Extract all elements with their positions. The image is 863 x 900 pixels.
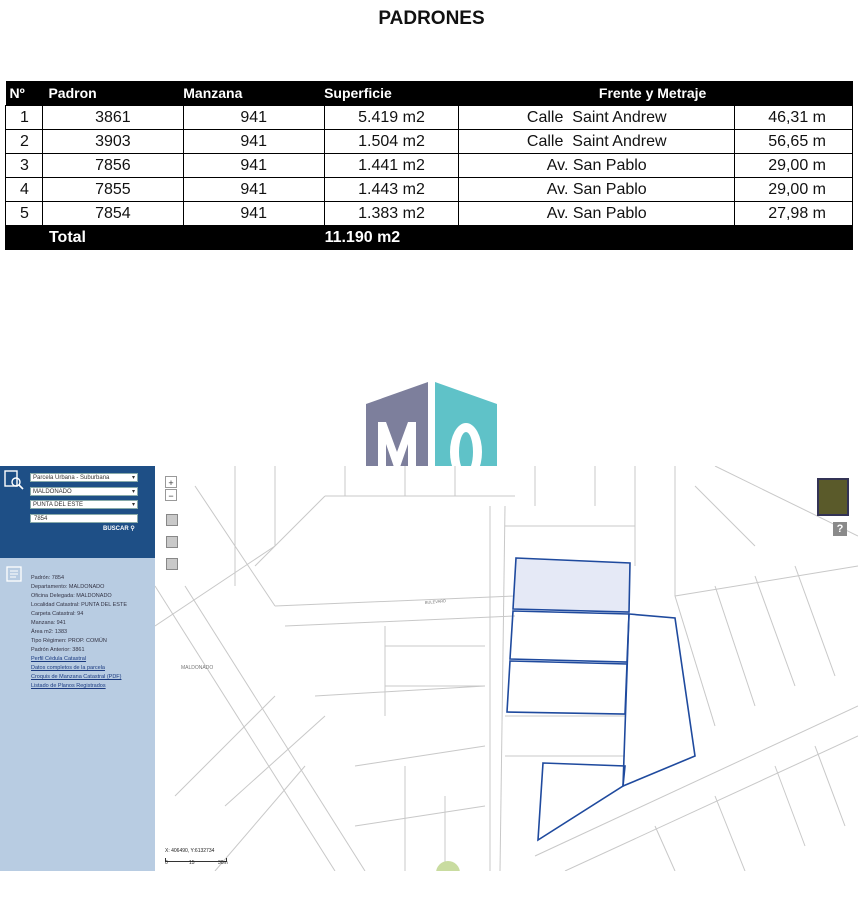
- cell-padron: 3903: [42, 130, 183, 154]
- cell-no: 1: [6, 106, 43, 130]
- table-row: [6, 202, 853, 226]
- header-superficie: Superficie: [324, 81, 459, 106]
- page-title: PADRONES: [378, 8, 485, 29]
- info-anterior: Padrón Anterior: 3861: [31, 647, 85, 653]
- scale-label-30: 30m: [218, 860, 228, 866]
- cell-metraje: 56,65 m: [735, 130, 853, 154]
- cell-frente: Calle Saint Andrew: [459, 106, 735, 130]
- table-row: [6, 178, 853, 202]
- cell-frente: Av. San Pablo: [459, 154, 735, 178]
- cell-no: 5: [6, 202, 43, 226]
- header-frente: Frente y Metraje: [459, 81, 853, 106]
- total-spacer: [183, 226, 324, 250]
- cell-padron: 7854: [42, 202, 183, 226]
- cadastral-map-screenshot: [0, 466, 858, 871]
- table-header-row: [6, 81, 853, 106]
- parcel-7854-highlight[interactable]: [513, 558, 630, 612]
- localidad-select[interactable]: PUNTA DEL ESTE ▾: [30, 500, 138, 509]
- cell-no: 2: [6, 130, 43, 154]
- header-padron: Padron: [42, 81, 183, 106]
- print-icon[interactable]: [166, 558, 178, 570]
- table-row: [6, 106, 853, 130]
- cell-superficie: 5.419 m2: [324, 106, 459, 130]
- cell-superficie: 1.504 m2: [324, 130, 459, 154]
- cell-padron: 7856: [42, 154, 183, 178]
- search-panel: [0, 466, 155, 558]
- cell-metraje: 46,31 m: [735, 106, 853, 130]
- info-localidad: Localidad Catastral: PUNTA DEL ESTE: [31, 602, 127, 608]
- header-no: Nº: [6, 81, 43, 106]
- table-row: [6, 154, 853, 178]
- padrones-table: [5, 81, 853, 250]
- cell-manzana: 941: [183, 130, 324, 154]
- cell-metraje: 29,00 m: [735, 154, 853, 178]
- parcel-map[interactable]: [155, 466, 858, 871]
- cell-metraje: 27,98 m: [735, 202, 853, 226]
- measure-tool-icon[interactable]: [166, 536, 178, 548]
- link-perfil-cedula[interactable]: Perfil Cédula Catastral: [31, 656, 87, 662]
- buscar-label: BUSCAR: [103, 526, 129, 532]
- table-row: [6, 130, 853, 154]
- info-carpeta: Carpeta Catastral: 94: [31, 611, 84, 617]
- departamento-select[interactable]: MALDONADO ▾: [30, 487, 138, 496]
- cell-padron: 7855: [42, 178, 183, 202]
- help-button[interactable]: ?: [833, 522, 847, 536]
- map-label-bulevard: BULEVARD: [424, 598, 447, 605]
- link-datos-parcela[interactable]: Datos completos de la parcela: [31, 665, 105, 671]
- link-croquis-manzana[interactable]: Croquis de Manzana Catastral (PDF): [31, 674, 122, 680]
- scale-label-15: 15: [189, 860, 195, 866]
- cell-manzana: 941: [183, 106, 324, 130]
- map-label-maldonado: MALDONADO: [181, 665, 214, 671]
- basemap-thumbnail[interactable]: [817, 478, 849, 516]
- total-spacer: [735, 226, 853, 250]
- info-manzana: Manzana: 941: [31, 620, 66, 626]
- link-listado-planos[interactable]: Listado de Planos Registrados: [31, 683, 106, 689]
- search-parcel-icon: [4, 470, 24, 492]
- cell-frente: Av. San Pablo: [459, 178, 735, 202]
- cell-metraje: 29,00 m: [735, 178, 853, 202]
- scale-label-0: 0: [165, 860, 168, 866]
- header-manzana: Manzana: [183, 81, 324, 106]
- cell-superficie: 1.383 m2: [324, 202, 459, 226]
- cell-frente: Av. San Pablo: [459, 202, 735, 226]
- search-icon: ⚲: [130, 526, 135, 532]
- info-departamento: Departamento: MALDONADO: [31, 584, 105, 590]
- buscar-button[interactable]: [103, 525, 135, 532]
- info-tipo: Tipo Régimen: PROP. COMÚN: [31, 638, 107, 644]
- home-icon[interactable]: [166, 514, 178, 526]
- cell-superficie: 1.441 m2: [324, 154, 459, 178]
- padron-input[interactable]: 7854: [30, 514, 138, 523]
- info-area: Área m2: 1383: [31, 629, 68, 635]
- zoom-out-button[interactable]: −: [165, 489, 177, 501]
- cell-no: 4: [6, 178, 43, 202]
- cell-manzana: 941: [183, 154, 324, 178]
- cell-superficie: 1.443 m2: [324, 178, 459, 202]
- table-total-row: [6, 226, 853, 250]
- total-label: Total: [42, 226, 183, 250]
- info-padron: Padrón: 7854: [31, 575, 65, 581]
- cell-no: 3: [6, 154, 43, 178]
- info-oficina: Oficina Delegada: MALDONADO: [31, 593, 112, 599]
- total-spacer: [459, 226, 735, 250]
- cell-manzana: 941: [183, 202, 324, 226]
- cell-padron: 3861: [42, 106, 183, 130]
- total-spacer: [6, 226, 43, 250]
- parcel-info: [31, 574, 149, 691]
- cell-manzana: 941: [183, 178, 324, 202]
- coordinate-readout: X: 406490, Y:6132734: [165, 848, 215, 854]
- total-value: 11.190 m2: [324, 226, 459, 250]
- type-select[interactable]: Parcela Urbana - Suburbana ▾: [30, 473, 138, 482]
- zoom-in-button[interactable]: +: [165, 476, 177, 488]
- cell-frente: Calle Saint Andrew: [459, 130, 735, 154]
- parcel-info-icon: [5, 564, 25, 584]
